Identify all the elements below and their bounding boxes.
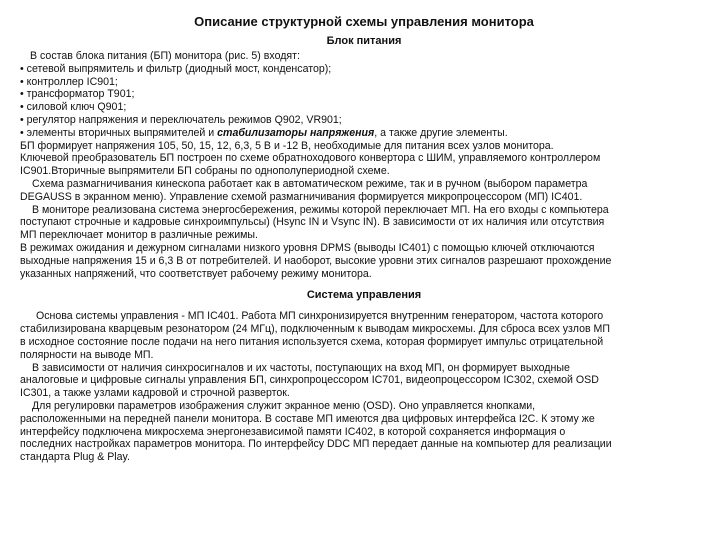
paragraph-line: Схема размагничивания кинескопа работает как в автоматическом режиме, так и в ручном (выбором параметра xyxy=(32,177,588,190)
list-item: • контроллер IC901; xyxy=(20,75,118,88)
paragraph-line: выходные напряжения 15 и 6,3 В от потребителей. И наоборот, высокие уровни этих сигналов разрешают прохождение xyxy=(20,254,612,267)
paragraph-line: полярности на выводе МП. xyxy=(20,348,154,361)
list-item: • силовой ключ Q901; xyxy=(20,101,127,114)
paragraph-line: Основа системы управления - МП IC401. Работа МП синхронизируется внутренним генератором, частота которого xyxy=(36,310,604,323)
paragraph-line: аналоговые и цифровые сигналы управления БП, синхропроцессором IC701, видеопроцессором IC302, схемой OSD xyxy=(20,374,599,387)
list-item-text: • элементы вторичных выпрямителей и xyxy=(20,126,218,139)
emphasized-text: стабилизаторы напряжения xyxy=(217,126,375,139)
paragraph-line: стабилизирована кварцевым резонатором (24 МГц), подключенным к выводам микросхемы. Для сброса всех узлов МП xyxy=(20,323,611,336)
paragraph-line: интерфейсу подключена микросхема энергонезависимой памяти IC402, в которой сохраняется информация о xyxy=(20,425,566,438)
paragraph-line: Ключевой преобразователь БП построен по схеме обратноходового конвертора с ШИМ, управляемого контроллером xyxy=(20,152,601,165)
paragraph-line: DEGAUSS в экранном меню). Управление схемой размагничивания формируется микропроцессором (МП) IC401. xyxy=(20,190,583,203)
paragraph-line: указанных напряжений, что соответствует рабочему режиму монитора. xyxy=(20,267,372,280)
paragraph-line: В состав блока питания (БП) монитора (рис. 5) входят: xyxy=(30,50,300,62)
paragraph-line: последних настройках параметров монитора. По интерфейсу DDC МП передает данные на компьютер для реализации xyxy=(20,438,612,451)
list-item: • трансформатор Т901; xyxy=(20,88,135,101)
paragraph-line: В режимах ожидания и дежурном сигналами низкого уровня DPMS (выводы IC401) с помощью ключей отключаются xyxy=(20,241,595,254)
list-item-text-tail: , а также другие элементы. xyxy=(374,126,508,139)
control-system-text xyxy=(20,310,698,464)
list-item xyxy=(20,127,698,140)
paragraph-line: МП переключает монитор в различные режимы. xyxy=(20,229,258,242)
list-item: • сетевой выпрямитель и фильтр (диодный мост, конденсатор); xyxy=(20,62,332,75)
paragraph-line: расположенными на передней панели монитора. В составе МП имеются два цифровых интерфейса I2C. К этому же xyxy=(20,412,595,425)
paragraph-line: В мониторе реализована система энергосбережения, режимы которой переключает МП. На его входы с компьютера xyxy=(32,203,609,216)
section-heading-power-supply: Блок питания xyxy=(326,35,402,47)
section-heading-control-system: Система управления xyxy=(306,289,422,302)
paragraph-line: в исходное состояние после подачи на него питания используется схема, которая формирует импульс отрицательной xyxy=(20,335,604,348)
paragraph-line: БП формирует напряжения 105, 50, 15, 12, 6,3, 5 В и -12 В, необходимые для питания всех узлов монитора. xyxy=(20,139,554,152)
paragraph-line: стандарта Plug & Play. xyxy=(20,451,130,464)
list-item: • регулятор напряжения и переключатель режимов Q902, VR901; xyxy=(20,113,342,126)
paragraph-line: В зависимости от наличия синхросигналов и их частоты, поступающих на вход МП, он формирует выходные xyxy=(32,361,570,374)
paragraph-line: IC901.Вторичные выпрямители БП собраны по однополупериодной схеме. xyxy=(20,165,390,178)
paragraph-line: IC301, а также узлами кадровой и строчной разверток. xyxy=(20,387,290,400)
paragraph-line: поступают строчные и кадровые синхроимпульсы) (Hsync IN и Vsync IN). В зависимости от их наличия или отсутствия xyxy=(20,216,605,229)
document-title: Описание структурной схемы управления монитора xyxy=(194,14,534,29)
power-supply-text xyxy=(20,50,698,280)
paragraph-line: Для регулировки параметров изображения служит экранное меню (OSD). Оно управляется кнопками, xyxy=(32,399,536,412)
